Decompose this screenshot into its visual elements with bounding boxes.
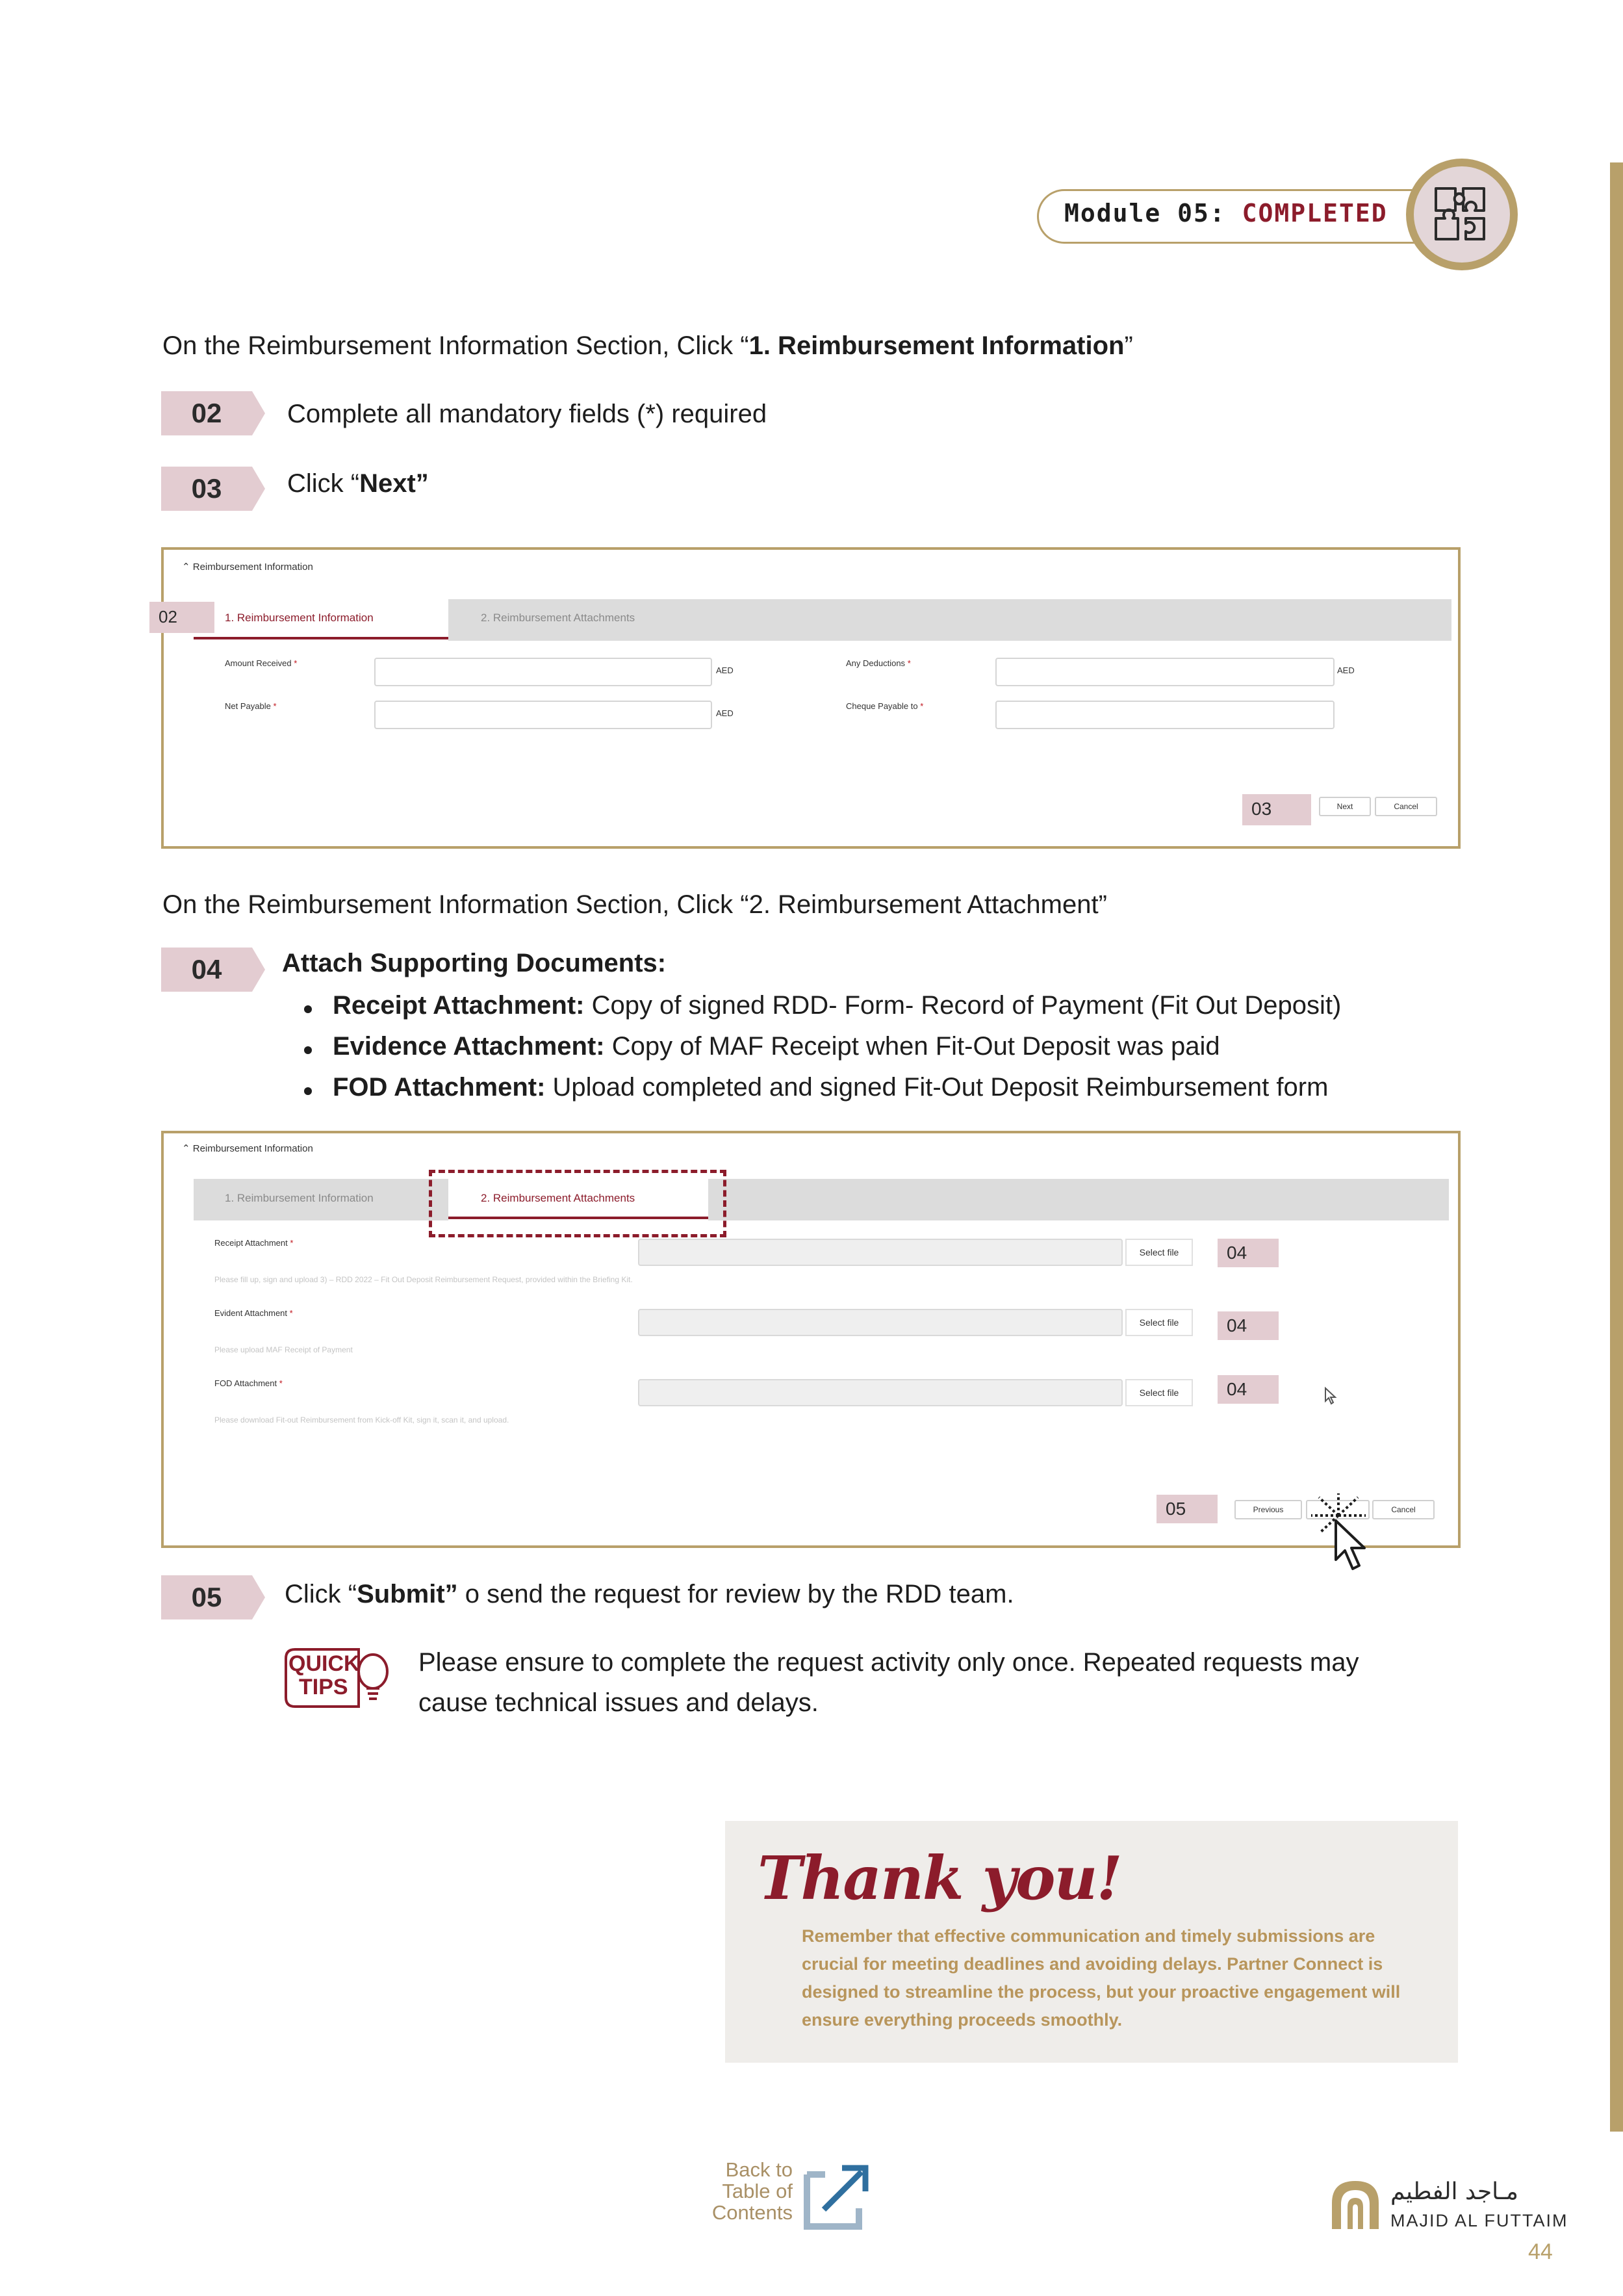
bullet-dot xyxy=(304,1046,312,1054)
step-badge-03-inline: 03 xyxy=(1242,794,1311,825)
step-badge-04-receipt: 04 xyxy=(1218,1239,1279,1267)
active-tab-underline xyxy=(194,637,448,639)
step-badge-04: 04 xyxy=(161,948,265,992)
evident-select-file-button[interactable]: Select file xyxy=(1125,1309,1193,1336)
currency-aed-1: AED xyxy=(716,665,734,675)
amount-received-input[interactable] xyxy=(374,658,712,686)
step04-title: Attach Supporting Documents: xyxy=(282,949,667,977)
net-payable-input[interactable] xyxy=(374,701,712,729)
label-amount-received: Amount Received * xyxy=(225,658,298,668)
click-cursor-icon xyxy=(1306,1492,1384,1583)
label-cheque-payable-to: Cheque Payable to * xyxy=(846,701,924,711)
logo-arabic-text: مـاجد الفطيم xyxy=(1390,2178,1518,2205)
label-fod-attachment: FOD Attachment * xyxy=(214,1378,283,1388)
step-badge-02-inline: 02 xyxy=(149,602,214,633)
tip-text-line1: Please ensure to complete the request activity only once. Repeated requests may xyxy=(418,1648,1359,1677)
quick-tips-icon xyxy=(282,1645,394,1710)
bullet-receipt-attachment: Receipt Attachment: Copy of signed RDD- Form- Record of Payment (Fit Out Deposit) xyxy=(333,991,1342,1020)
receipt-select-file-button[interactable]: Select file xyxy=(1125,1239,1193,1266)
currency-aed-2: AED xyxy=(1337,665,1355,675)
thank-you-title: Thank you! xyxy=(758,1843,1121,1913)
tip-text-line2: cause technical issues and delays. xyxy=(418,1688,819,1717)
page-edge-bar xyxy=(1610,162,1623,2132)
cancel-button[interactable]: Cancel xyxy=(1372,1500,1435,1519)
quick-tips-label-2: TIPS xyxy=(299,1675,348,1699)
bullet-dot xyxy=(304,1087,312,1095)
thank-you-body: Remember that effective communication and timely submissions are crucial for meeting deadlines and avoiding delays. Partner Connect is designed to streamline the process, but your proactive engagement will ensure everything proceeds smoothly. xyxy=(802,1926,1401,2030)
evident-attachment-file-input[interactable] xyxy=(638,1309,1123,1336)
logo-name: MAJID AL FUTTAIM xyxy=(1390,2211,1568,2230)
label-any-deductions: Any Deductions * xyxy=(846,658,911,668)
previous-button[interactable]: Previous xyxy=(1234,1500,1302,1519)
page-number: 44 xyxy=(1528,2239,1553,2264)
quick-tips-label: QUICK xyxy=(288,1651,360,1676)
section1-intro: On the Reimbursement Information Section, Click “1. Reimbursement Information” xyxy=(162,331,1133,360)
bullet-dot xyxy=(304,1005,312,1013)
step-badge-04-evident: 04 xyxy=(1218,1311,1279,1340)
currency-aed-3: AED xyxy=(716,708,734,718)
step-badge-05-inline: 05 xyxy=(1157,1495,1218,1523)
tab-reimbursement-attachments[interactable]: 2. Reimbursement Attachments xyxy=(481,612,635,624)
next-button[interactable]: Next xyxy=(1319,797,1371,816)
collapse-section-header[interactable]: ⌃ Reimbursement Information xyxy=(182,1143,313,1154)
mouse-pointer-icon xyxy=(1324,1387,1338,1405)
puzzle-icon xyxy=(1429,182,1494,247)
fod-attachment-file-input[interactable] xyxy=(638,1379,1123,1406)
label-net-payable: Net Payable * xyxy=(225,701,277,711)
step-badge-02: 02 xyxy=(161,391,265,435)
step-badge-04-fod: 04 xyxy=(1218,1375,1279,1404)
hint-evident-attachment: Please upload MAF Receipt of Payment xyxy=(214,1345,353,1354)
tab-reimbursement-information[interactable]: 1. Reimbursement Information xyxy=(225,1192,374,1204)
any-deductions-input[interactable] xyxy=(995,658,1335,686)
receipt-attachment-file-input[interactable] xyxy=(638,1239,1123,1266)
label-receipt-attachment: Receipt Attachment * xyxy=(214,1238,294,1248)
bullet-fod-attachment: FOD Attachment: Upload completed and signed Fit-Out Deposit Reimbursement form xyxy=(333,1073,1329,1102)
external-link-arrow-icon[interactable] xyxy=(802,2159,875,2232)
majid-al-futtaim-logo-icon xyxy=(1328,2177,1383,2232)
step-badge-03: 03 xyxy=(161,467,265,511)
section2-intro: On the Reimbursement Information Section, Click “2. Reimbursement Attachment” xyxy=(162,890,1107,919)
module-status-text: Module 05: COMPLETED xyxy=(1064,199,1388,227)
step03-text: Click “Next” xyxy=(287,469,429,498)
tab-reimbursement-attachments-label: 2. Reimbursement Attachments xyxy=(481,1192,635,1204)
cheque-payable-input[interactable] xyxy=(995,701,1335,729)
back-to-contents-link[interactable]: Back to Table of Contents xyxy=(711,2158,793,2224)
cancel-button[interactable]: Cancel xyxy=(1375,797,1437,816)
hint-receipt-attachment: Please fill up, sign and upload 3) – RDD 2022 – Fit Out Deposit Reimbursement Request, provided within the Briefing Kit. xyxy=(214,1275,633,1284)
collapse-section-header[interactable]: ⌃ Reimbursement Information xyxy=(182,561,313,573)
highlight-dashed-box xyxy=(429,1170,726,1237)
label-evident-attachment: Evident Attachment * xyxy=(214,1308,293,1318)
step-badge-05: 05 xyxy=(161,1575,265,1619)
tab-bar xyxy=(194,1179,1449,1220)
tab-reimbursement-information-label: 1. Reimbursement Information xyxy=(225,612,374,624)
step02-text: Complete all mandatory fields (*) required xyxy=(287,400,767,428)
step05-text: Click “Submit” o send the request for review by the RDD team. xyxy=(285,1580,1014,1608)
fod-select-file-button[interactable]: Select file xyxy=(1125,1379,1193,1406)
hint-fod-attachment: Please download Fit-out Reimbursement from Kick-off Kit, sign it, scan it, and upload. xyxy=(214,1415,509,1425)
bullet-evidence-attachment: Evidence Attachment: Copy of MAF Receipt when Fit-Out Deposit was paid xyxy=(333,1032,1220,1061)
